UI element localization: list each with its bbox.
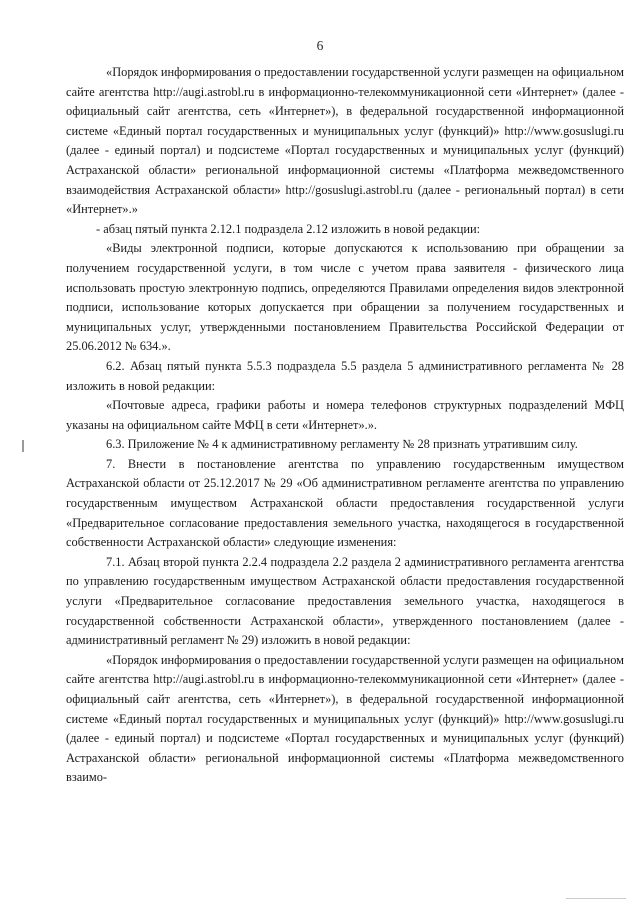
- paragraph-mfc-addresses: «Почтовые адреса, графики работы и номера телефонов структурных подразделений МФЦ указаны на официальном сайте МФЦ в сети «Интернет».».: [66, 398, 624, 432]
- paragraph-amendment-2-12-1: - абзац пятый пункта 2.12.1 подраздела 2.12 изложить в новой редакции:: [96, 221, 481, 236]
- paragraph-portal-info-1: «Порядок информирования о предоставлении государственной услуги размещен на официальном сайте агентства http://augi.astrobl.ru в информационно-телекоммуникационной сети «Интернет» (далее - официальный сайт агентства, сеть «Интернет»), в федеральной государственной информационной системе «Единый портал государственных и муниципальных услуг (функций)» http://www.gosuslugi.ru (далее - единый портал) и подсистеме «Портал государственных и муниципальных услуг (функций) Астраханской области» региональной информационной системы «Платформа межведомственного взаимодействия Астраханской области» http://gosuslugi.astrobl.ru (далее - региональный портал) в сети «Интернет».»: [66, 65, 624, 217]
- paragraph-6-3: 6.3. Приложение № 4 к административному регламенту № 28 признать утратившим силу.: [106, 437, 578, 452]
- document-body: [66, 63, 624, 788]
- page-number: 6: [316, 38, 324, 53]
- paragraph-7: 7. Внести в постановление агентства по управлению государственным имуществом Астраханской области от 25.12.2017 № 29 «Об административном регламенте агентства по управлению государственным имуществом Астраханской области предоставления государственной услуги «Предварительное согласование предоставления земельного участка, находящегося в государственной собственности Астраханской области» следующие изменения:: [66, 456, 624, 550]
- paragraph-7-1: 7.1. Абзац второй пункта 2.2.4 подраздела 2.2 раздела 2 административного регламента агентства по управлению государственным имуществом Астраханской области предоставления государственной услуги «Предварительное согласование предоставления земельного участка, находящегося в государственной собственности Астраханской области», утвержденного постановлением (далее - административный регламент № 29) изложить в новой редакции:: [66, 554, 624, 648]
- paragraph-electronic-signature: «Виды электронной подписи, которые допускаются к использованию при обращении за получением государственной услуги, в том числе с учетом права заявителя - физического лица использовать простую электронную подпись, определяются Правилами определения видов электронной подписи, использование которых допускается при обращении за получением государственных и муниципальных услуг, утвержденными постановлением Правительства Российской Федерации от 25.06.2012 № 634.».: [66, 241, 624, 354]
- paragraph-6-2: 6.2. Абзац пятый пункта 5.5.3 подраздела 5.5 раздела 5 административного регламента № 28 изложить в новой редакции:: [66, 358, 624, 393]
- margin-mark: [22, 440, 24, 452]
- scan-artifact: [566, 898, 626, 899]
- paragraph-portal-info-2: «Порядок информирования о предоставлении государственной услуги размещен на официальном сайте агентства http://augi.astrobl.ru в информационно-телекоммуникационной сети «Интернет» (далее - официальный сайт агентства, сеть «Интернет»), в федеральной государственной информационной системе «Единый портал государственных и муниципальных услуг (функций)» http://www.gosuslugi.ru (далее - единый портал) и подсистеме «Портал государственных и муниципальных услуг (функций) Астраханской области» региональной информационной системы «Платформа межведомственного взаимо-: [66, 652, 624, 785]
